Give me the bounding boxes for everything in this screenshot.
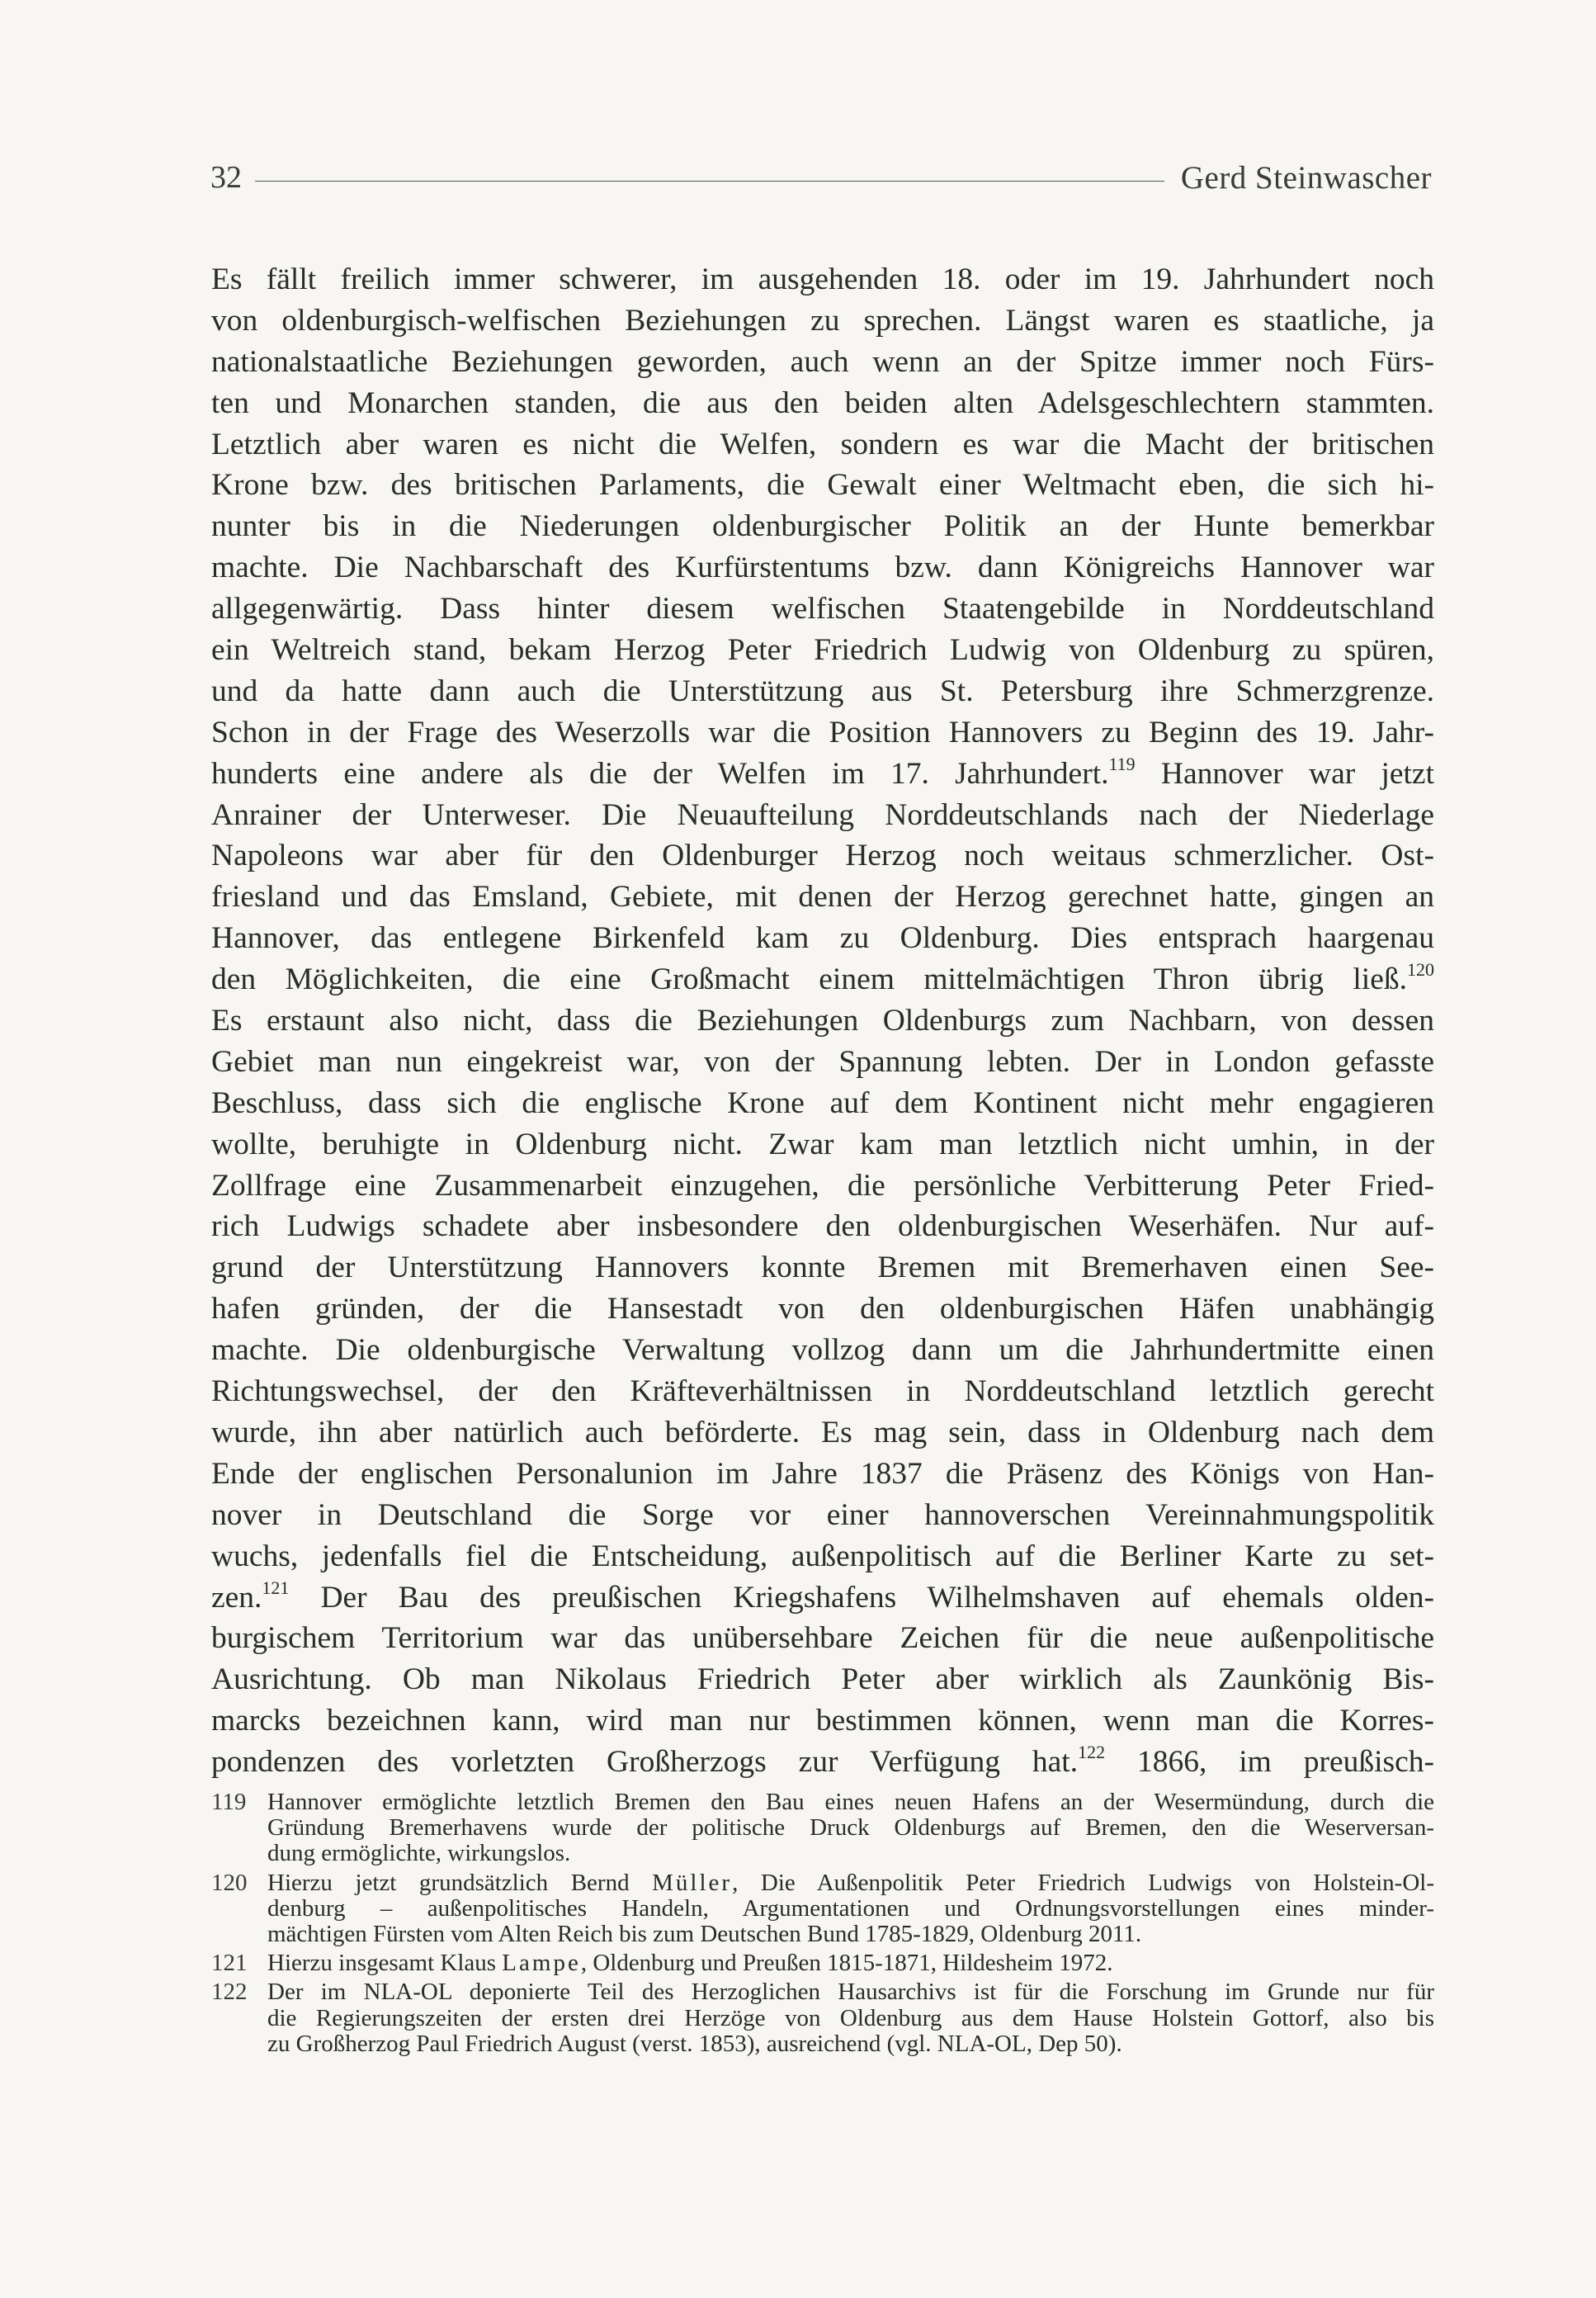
body-line: Zollfrage eine Zusammenarbeit einzugehen, die persönliche Verbitterung Peter Fried- (211, 1168, 1434, 1203)
body-text (211, 259, 1434, 1783)
body-line: Gebiet man nun eingekreist war, von der Spannung lebten. Der in London gefasste (211, 1044, 1434, 1079)
footnote-number: 120 (211, 1869, 248, 1896)
body-line: friesland und das Emsland, Gebiete, mit denen der Herzog gerechnet hatte, gingen an (211, 880, 1434, 915)
body-line: burgischem Territorium war das unübersehbare Zeichen für die neue außenpolitische (211, 1621, 1434, 1656)
author-name: Lampe (502, 1950, 581, 1977)
header-rule (255, 181, 1164, 182)
body-line: nover in Deutschland die Sorge vor einer hannoverschen Vereinnahmungspolitik (211, 1497, 1434, 1532)
body-line: machte. Die Nachbarschaft des Kurfürstentums bzw. dann Königreichs Hannover war (211, 551, 1434, 585)
running-head: Gerd Steinwascher (1180, 159, 1432, 196)
body-line: Beschluss, dass sich die englische Krone auf dem Kontinent nicht mehr engagieren (211, 1085, 1434, 1120)
footnote-line (267, 1870, 1434, 1896)
footnote-line: zu Großherzog Paul Friedrich August (verst. 1853), ausreichend (vgl. NLA-OL, Dep 50). (267, 2030, 1122, 2057)
body-line: Ende der englischen Personalunion im Jahre 1837 die Präsenz des Königs von Han- (211, 1456, 1434, 1491)
footnote-text: , Die Außenpolitik Peter Friedrich Ludwigs von Holstein-Ol- (732, 1869, 1434, 1896)
body-line-text: Der Bau des preußischen Kriegshafens Wilhelmshaven auf ehemals olden- (289, 1580, 1434, 1615)
footnote-line: dung ermöglichte, wirkungslos. (267, 1840, 571, 1867)
footnote-ref-120[interactable]: 120 (1407, 959, 1434, 981)
body-line-text: pondenzen des vorletzten Großherzogs zur Verfügung hat. (211, 1745, 1079, 1780)
page-number: 32 (210, 160, 242, 195)
body-line: hafen gründen, der die Hansestadt von den oldenburgischen Häfen unabhängig (211, 1292, 1434, 1326)
body-line-text: zen. (211, 1580, 262, 1615)
body-line: Letztlich aber waren es nicht die Welfen, sondern es war die Macht der britischen (211, 427, 1434, 461)
body-line-with-footnote-ref (211, 754, 1434, 795)
footnote-line: denburg – außenpolitisches Handeln, Argumentationen und Ordnungsvorstellungen eines minder- (267, 1894, 1434, 1922)
body-line: Schon in der Frage des Weserzolls war die Position Hannovers zu Beginn des 19. Jahr- (211, 715, 1434, 749)
body-line-text: 1866, im preußisch- (1136, 1745, 1434, 1780)
footnote-number: 121 (211, 1950, 248, 1977)
body-line: nationalstaatliche Beziehungen geworden, auch wenn an der Spitze immer noch Fürs- (211, 344, 1434, 379)
body-line: grund der Unterstützung Hannovers konnte Bremen mit Bremerhaven einen See- (211, 1251, 1434, 1285)
body-line: Napoleons war aber für den Oldenburger Herzog noch weitaus schmerzlicher. Ost- (211, 839, 1434, 873)
footnote-number: 119 (211, 1789, 247, 1815)
body-line: und da hatte dann auch die Unterstützung aus St. Petersburg ihre Schmerzgrenze. (211, 674, 1434, 708)
footnote-text: Hierzu insgesamt Klaus (267, 1950, 503, 1977)
body-line-with-footnote-ref (211, 1742, 1434, 1783)
body-line: Richtungswechsel, der den Kräfteverhältnissen in Norddeutschland letztlich gerecht (211, 1374, 1434, 1409)
body-line: Anrainer der Unterweser. Die Neuaufteilung Norddeutschlands nach der Niederlage (211, 797, 1434, 832)
footnotes (211, 1790, 1434, 2060)
footnote-119 (211, 1790, 1434, 1867)
body-line-with-footnote-ref (211, 1577, 1434, 1619)
footnote-120 (211, 1870, 1434, 1948)
footnote-ref-119[interactable]: 119 (1108, 753, 1136, 774)
author-name: Müller (652, 1869, 733, 1896)
footnote-line: mächtigen Fürsten vom Alten Reich bis zum Deutschen Bund 1785-1829, Oldenburg 2011. (267, 1920, 1142, 1947)
body-line: Es erstaunt also nicht, dass die Beziehungen Oldenburgs zum Nachbarn, von dessen (211, 1004, 1434, 1038)
footnote-121 (211, 1950, 1434, 1976)
body-line: ten und Monarchen standen, die aus den beiden alten Adelsgeschlechtern stammten. (211, 385, 1434, 420)
footnote-line: Der im NLA-OL deponierte Teil des Herzoglichen Hausarchivs ist für die Forschung im Grunde nur für (267, 1979, 1434, 2006)
footnote-122 (211, 1979, 1434, 2057)
body-line-text: hunderts eine andere als die der Welfen im 17. Jahrhundert. (211, 756, 1109, 791)
body-line: rich Ludwigs schadete aber insbesondere den oldenburgischen Weserhäfen. Nur auf- (211, 1209, 1434, 1244)
footnote-number: 122 (211, 1979, 248, 2006)
body-line-text: den Möglichkeiten, die eine Großmacht einem mittelmächtigen Thron übrig ließ. (211, 962, 1407, 997)
footnote-line (267, 1950, 1434, 1976)
footnote-text: , Oldenburg und Preußen 1815-1871, Hildesheim 1972. (580, 1950, 1113, 1977)
body-line: wollte, beruhigte in Oldenburg nicht. Zwar kam man letztlich nicht umhin, in der (211, 1127, 1434, 1161)
body-line: Hannover, das entlegene Birkenfeld kam zu Oldenburg. Dies entsprach haargenau (211, 921, 1434, 956)
footnote-line: Gründung Bremerhavens wurde der politische Druck Oldenburgs auf Bremen, den die Weserversan- (267, 1814, 1434, 1842)
footnote-ref-121[interactable]: 121 (262, 1577, 290, 1598)
body-line: wuchs, jedenfalls fiel die Entscheidung, außenpolitisch auf die Berliner Karte zu set- (211, 1539, 1434, 1573)
body-line: Ausrichtung. Ob man Nikolaus Friedrich Peter aber wirklich als Zaunkönig Bis- (211, 1662, 1434, 1697)
footnote-line: die Regierungszeiten der ersten drei Herzöge von Oldenburg aus dem Hause Holstein Gottorf, also bis (267, 2004, 1434, 2031)
footnote-ref-122[interactable]: 122 (1078, 1742, 1106, 1763)
body-line-text: Hannover war jetzt (1135, 756, 1434, 791)
page-header (210, 155, 1432, 200)
body-line: wurde, ihn aber natürlich auch beförderte. Es mag sein, dass in Oldenburg nach dem (211, 1415, 1434, 1449)
body-line-with-footnote-ref (211, 959, 1434, 1000)
footnote-line: Hannover ermöglichte letztlich Bremen den Bau eines neuen Hafens an der Wesermündung, durch die (267, 1789, 1434, 1815)
body-line: marcks bezeichnen kann, wird man nur bestimmen können, wenn man die Korres- (211, 1704, 1434, 1738)
body-line: allgegenwärtig. Dass hinter diesem welfischen Staatengebilde in Norddeutschland (211, 592, 1434, 627)
body-line: nunter bis in die Niederungen oldenburgischer Politik an der Hunte bemerkbar (211, 509, 1434, 544)
body-line: Es fällt freilich immer schwerer, im ausgehenden 18. oder im 19. Jahrhundert noch (211, 262, 1434, 296)
body-line: machte. Die oldenburgische Verwaltung vollzog dann um die Jahrhundertmitte einen (211, 1333, 1434, 1368)
body-line: von oldenburgisch-welfischen Beziehungen zu sprechen. Längst waren es staatliche, ja (211, 303, 1434, 338)
body-line: ein Weltreich stand, bekam Herzog Peter Friedrich Ludwig von Oldenburg zu spüren, (211, 633, 1434, 668)
footnote-text: Hierzu jetzt grundsätzlich Bernd (267, 1869, 653, 1896)
body-line: Krone bzw. des britischen Parlaments, die Gewalt einer Weltmacht eben, die sich hi- (211, 468, 1434, 503)
